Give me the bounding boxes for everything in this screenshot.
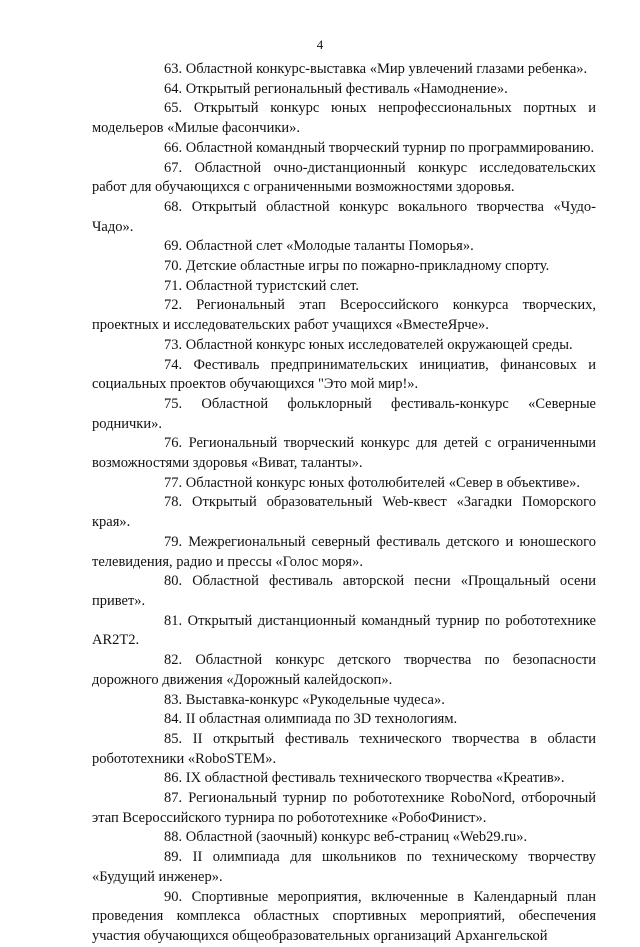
item-number: 65. [164,100,183,117]
item-number: 69. [164,238,183,255]
item-text: Открытый региональный фестиваль «Намоднение». [185,80,508,97]
item-text: Открытый дистанционный командный турнир по робототехнике AR2T2. [92,612,596,649]
item-number: 76. [164,435,183,452]
item-text: Открытый областной конкурс вокального творчества «Чудо-Чадо». [92,198,597,235]
list-item [92,888,596,947]
item-number: 66. [164,139,183,156]
item-number: 63. [164,61,183,77]
list-item [92,493,596,532]
item-text: Фестиваль предпринимательских инициатив, финансовых и социальных проектов обучающихся "Это мой мир!». [92,356,596,393]
item-number: 72. [164,297,183,314]
item-text: Открытый конкурс юных непрофессиональных портных и модельеров «Милые фасончики». [92,100,597,137]
item-number: 71. [164,277,183,294]
list-item [92,395,596,434]
list-item [92,533,596,572]
list-item [92,336,596,356]
list-item [92,60,596,80]
list-item [92,434,596,473]
item-text: Открытый образовательный Web-квест «Загадки Поморского края». [92,494,597,531]
list-item [92,139,596,159]
item-text: Региональный творческий конкурс для детей с ограниченными возможностями здоровья «Виват, таланты». [92,435,596,472]
item-number: 90. [164,888,183,905]
item-text: II областная олимпиада по 3D технологиям. [185,711,458,728]
item-number: 68. [164,198,183,215]
list-item [92,159,596,198]
item-text: Межрегиональный северный фестиваль детского и юношеского телевидения, радио и прессы «Голос моря». [92,533,596,570]
item-number: 74. [164,356,183,373]
list-item [92,572,596,611]
item-text: Областной фестиваль авторской песни «Прощальный осени привет». [92,573,596,609]
item-text: Областной слет «Молодые таланты Поморья». [185,238,474,255]
item-number: 73. [164,336,183,353]
item-number: 86. [164,770,183,787]
item-text: Региональный этап Всероссийского конкурса творческих, проектных и исследовательских работ учащихся «ВместеЯрче». [92,297,596,334]
event-list [92,60,596,947]
item-text: Областной туристский слет. [185,277,360,294]
item-text: IX областной фестиваль технического творчества «Креатив». [185,770,565,787]
item-text: Областной конкурс детского творчества по безопасности дорожного движения «Дорожный калейдоскоп». [92,652,596,688]
list-item [92,789,596,828]
item-text: Областной (заочный) конкурс веб-страниц «Web29.ru». [185,829,528,846]
list-item [92,730,596,769]
item-number: 87. [164,790,183,807]
item-text: Областной конкурс-выставка «Мир увлечений глазами ребенка». [185,61,588,77]
item-number: 75. [164,395,183,412]
list-item [92,651,596,690]
list-item [92,769,596,789]
item-text: Областной очно-дистанционный конкурс исследовательских работ для обучающихся с ограниченными возможностями здоровья. [92,159,596,196]
item-text: Детские областные игры по пожарно-прикладному спорту. [185,258,550,275]
list-item [92,356,596,395]
item-number: 80. [164,573,183,590]
item-text: II олимпиада для школьников по техническому творчеству «Будущий инженер». [92,849,596,885]
item-text: Спортивные мероприятия, включенные в Календарный план проведения комплекса областных спортивных мероприятий, обеспечения участия обучающихся общеобразовательных организаций Архангельской [92,888,597,944]
item-text: Выставка-конкурс «Рукодельные чудеса». [185,691,445,708]
item-number: 77. [164,474,183,491]
item-number: 84. [164,711,183,728]
list-item [92,99,596,138]
list-item [92,80,596,100]
item-number: 85. [164,730,183,747]
list-item [92,828,596,848]
item-text: Региональный турнир по робототехнике RoboNord, отборочный этап Всероссийского турнира по робототехнике «РобоФинист». [92,790,596,826]
item-text: Областной конкурс юных фотолюбителей «Север в объективе». [185,474,580,491]
item-number: 83. [164,691,183,708]
item-text: Областной командный творческий турнир по программированию. [185,139,595,156]
item-number: 82. [164,652,183,669]
list-item [92,277,596,297]
list-item [92,848,596,887]
item-number: 70. [164,258,183,275]
page-number: 4 [316,37,324,52]
item-text: Областной конкурс юных исследователей окружающей среды. [185,336,573,353]
item-number: 67. [164,159,183,176]
item-number: 88. [164,829,183,846]
item-text: II открытый фестиваль технического творчества в области робототехники «RoboSTEM». [92,730,597,767]
list-item [92,691,596,711]
list-item [92,296,596,335]
list-item [92,612,596,651]
list-item [92,710,596,730]
item-number: 78. [164,494,183,511]
item-number: 89. [164,849,183,866]
item-number: 64. [164,80,183,97]
item-number: 79. [164,533,183,550]
list-item [92,474,596,494]
list-item [92,237,596,257]
item-text: Областной фольклорный фестиваль-конкурс «Северные роднички». [92,395,596,432]
list-item [92,257,596,277]
list-item [92,198,596,237]
item-number: 81. [164,612,183,629]
